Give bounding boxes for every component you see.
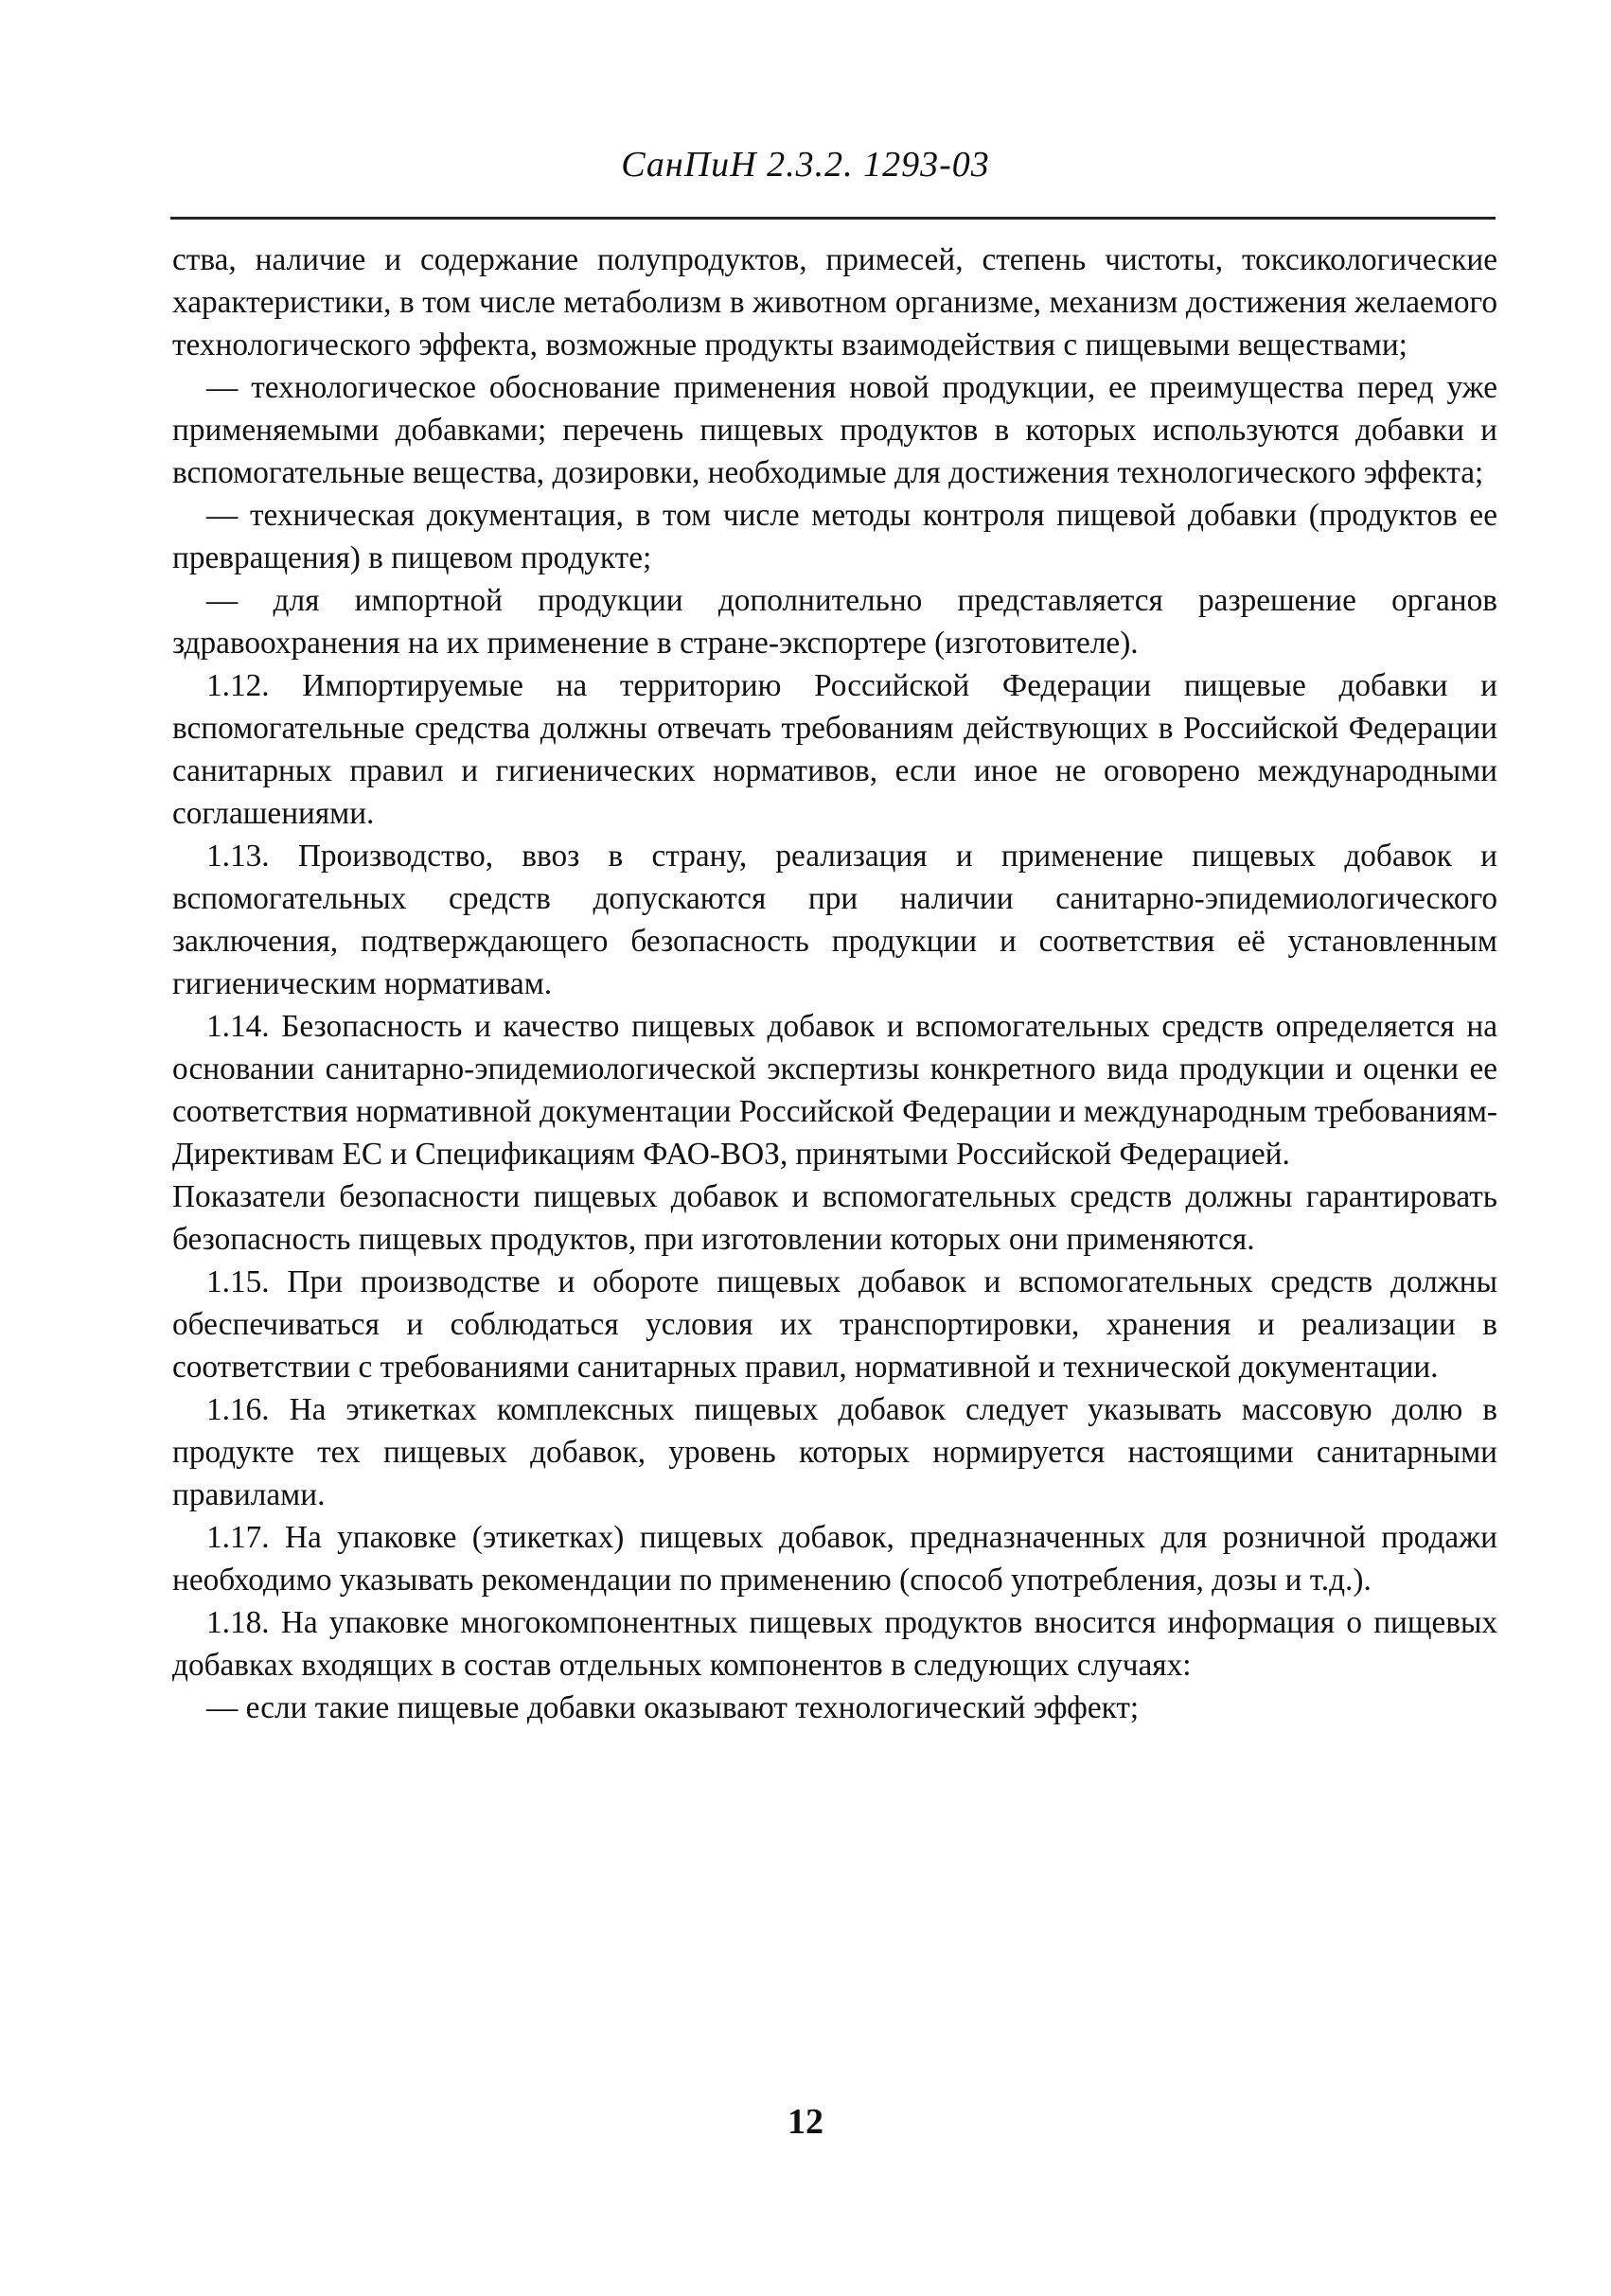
paragraph-safety-indicators: Показатели безопасности пищевых добавок и вспомогательных средств должны гарантировать безопасность пищевых продуктов, при изготовлении которых они применяются. — [172, 1179, 1497, 1257]
page-number: 12 — [788, 2102, 823, 2142]
body-text — [172, 238, 1497, 1729]
paragraph-1-14: 1.14. Безопасность и качество пищевых добавок и вспомогательных средств определяется на основании санитарно-эпидемиологической экспертизы конкретного вида продукции и оценки ее соответствия нормативной документации Российской Федерации и международным требованиям- Директивам ЕС и Спецификациям ФАО-ВОЗ, принятыми Российской Федерацией. — [172, 1009, 1497, 1172]
paragraph-1-13: 1.13. Производство, ввоз в страну, реализация и применение пищевых добавок и вспомогательных средств допускаются при наличии санитарно-эпидемиологического заключения, подтверждающего безопасность продукции и соответствия её установленным гигиеническим нормативам. — [172, 839, 1497, 1001]
paragraph-1-16: 1.16. На этикетках комплексных пищевых добавок следует указывать массовую долю в продукте тех пищевых добавок, уровень которых нормируется настоящими санитарными правилами. — [172, 1392, 1497, 1512]
paragraph-tech-justification: — технологическое обоснование применения новой продукции, ее преимущества перед уже применяемыми добавками; перечень пищевых продуктов в которых используются добавки и вспомогательные вещества, дозировки, необходимые для достижения технологического эффекта; — [172, 370, 1497, 490]
header-rule — [170, 217, 1496, 220]
paragraph-tech-effect: — если такие пищевые добавки оказывают технологический эффект; — [206, 1690, 1140, 1725]
paragraph-1-17: 1.17. На упаковке (этикетках) пищевых добавок, предназначенных для розничной продажи необходимо указывать рекомендации по применению (способ употребления, дозы и т.д.). — [172, 1520, 1497, 1598]
paragraph-1-15: 1.15. При производстве и обороте пищевых добавок и вспомогательных средств должны обеспечиваться и соблюдаться условия их транспортировки, хранения и реализации в соответствии с требованиями санитарных правил, нормативной и технической документации. — [172, 1264, 1497, 1385]
paragraph-tech-documentation: — техническая документация, в том числе методы контроля пищевой добавки (продуктов ее превращения) в пищевом продукте; — [172, 498, 1497, 575]
paragraph-import-permit: — для импортной продукции дополнительно представляется разрешение органов здравоохранения на их применение в стране-экспортере (изготовителе). — [172, 583, 1497, 661]
paragraph-continuation: ства, наличие и содержание полупродуктов, примесей, степень чистоты, токсикологические характеристики, в том числе метаболизм в животном организме, механизм достижения желаемого технологического эффекта, возможные продукты взаимодействия с пищевыми веществами; — [172, 242, 1497, 362]
paragraph-1-18: 1.18. На упаковке многокомпонентных пищевых продуктов вносится информация о пищевых добавках входящих в состав отдельных компонентов в следующих случаях: — [172, 1605, 1497, 1683]
paragraph-1-12: 1.12. Импортируемые на территорию Российской Федерации пищевые добавки и вспомогательные средства должны отвечать требованиям действующих в Российской Федерации санитарных правил и гигиенических нормативов, если иное не оговорено международными соглашениями. — [172, 668, 1497, 831]
running-header: СанПиН 2.3.2. 1293-03 — [621, 145, 990, 185]
